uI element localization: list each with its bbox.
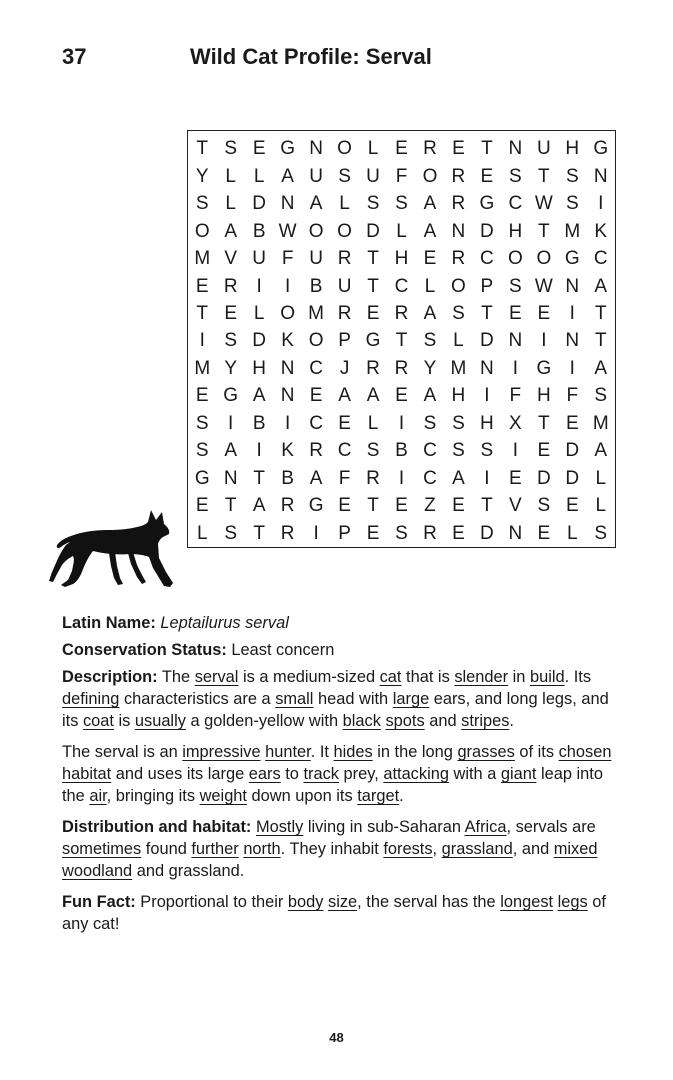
hidden-word: coat [82, 712, 114, 730]
grid-letter: T [538, 220, 550, 242]
grid-letter: L [339, 193, 350, 215]
grid-letter: S [452, 303, 465, 325]
grid-letter: N [280, 357, 295, 379]
grid-letter: I [256, 440, 262, 462]
grid-letter: L [595, 467, 607, 489]
hidden-word: Mostly [255, 818, 304, 836]
grid-letter: E [309, 385, 323, 407]
grid-letter: D [480, 330, 494, 352]
grid-letter: T [538, 412, 550, 434]
grid-letter: A [224, 220, 238, 242]
grid-letter: S [452, 412, 465, 434]
grid-letter: M [194, 357, 211, 379]
grid-letter: R [366, 467, 380, 489]
grid-letter: H [451, 385, 466, 407]
grid-letter: N [565, 275, 580, 297]
grid-letter: A [423, 385, 437, 407]
grid-letter: E [537, 522, 551, 544]
grid-letter: N [565, 330, 580, 352]
grid-letter: K [281, 440, 294, 462]
hidden-word: attacking [383, 765, 449, 783]
hidden-word: further [191, 840, 239, 858]
grid-letter: S [366, 193, 380, 215]
hidden-word: sometimes [62, 840, 142, 858]
fun-fact-paragraph: Fun Fact: Proportional to their body size, the serval has the longest legs of any cat! [62, 893, 606, 933]
hidden-word: ears [248, 765, 281, 783]
grid-letter: C [508, 193, 523, 215]
grid-letter: T [481, 495, 493, 517]
grid-letter: C [337, 440, 352, 462]
grid-letter: D [366, 220, 380, 242]
grid-letter: G [223, 385, 239, 407]
grid-letter: D [565, 467, 580, 489]
grid-letter: E [395, 385, 408, 407]
grid-letter: S [366, 440, 380, 462]
grid-letter: E [252, 138, 266, 160]
grid-letter: A [281, 165, 294, 187]
grid-letter: T [481, 138, 493, 160]
grid-letter: N [508, 138, 523, 160]
grid-letter: S [395, 522, 408, 544]
grid-letter: P [338, 522, 351, 544]
grid-letter: I [256, 275, 262, 297]
grid-letter: H [480, 412, 494, 434]
grid-letter: S [594, 385, 608, 407]
grid-letter: I [569, 303, 575, 325]
grid-letter: S [195, 440, 209, 462]
grid-letter: I [284, 275, 291, 297]
grid-letter: T [196, 138, 209, 160]
grid-letter: T [538, 165, 550, 187]
grid-letter: S [195, 412, 209, 434]
grid-letter: E [195, 385, 209, 407]
grid-letter: A [366, 385, 380, 407]
grid-letter: O [194, 220, 210, 242]
hidden-word: grasses [457, 743, 515, 761]
grid-letter: O [337, 220, 352, 242]
grid-letter: A [594, 440, 608, 462]
page-header [62, 44, 622, 74]
hidden-word: stripes [461, 712, 510, 730]
hidden-word: small [275, 690, 314, 708]
grid-letter: I [484, 385, 490, 407]
grid-letter: B [252, 220, 266, 242]
grid-letter: A [594, 275, 608, 297]
grid-letter: L [396, 220, 407, 242]
grid-letter: T [367, 275, 379, 297]
grid-letter: L [225, 193, 236, 215]
hidden-word: target [357, 787, 400, 805]
grid-letter: U [309, 165, 323, 187]
grid-letter: E [366, 522, 380, 544]
conservation-status-line [62, 639, 622, 661]
grid-letter: D [480, 220, 494, 242]
grid-letter: M [450, 357, 467, 379]
grid-letter: D [252, 193, 267, 215]
grid-letter: G [564, 248, 580, 270]
grid-letter: E [537, 440, 551, 462]
grid-letter: N [280, 193, 295, 215]
grid-letter: T [481, 303, 493, 325]
grid-letter: E [195, 495, 209, 517]
grid-letter: D [252, 330, 267, 352]
grid-letter: S [509, 165, 522, 187]
grid-letter: U [366, 165, 380, 187]
grid-letter: S [565, 165, 579, 187]
latin-name-line [62, 612, 622, 634]
grid-letter: E [509, 467, 522, 489]
grid-letter: T [224, 495, 237, 517]
grid-letter: U [536, 138, 551, 160]
grid-letter: H [565, 138, 580, 160]
grid-letter: A [252, 385, 266, 407]
grid-letter: S [509, 275, 522, 297]
grid-letter: N [309, 138, 323, 160]
grid-letter: N [508, 330, 523, 352]
grid-letter: E [480, 165, 494, 187]
grid-letter: J [339, 357, 350, 379]
grid-letter: F [395, 165, 408, 187]
grid-letter: O [308, 330, 324, 352]
grid-letter: L [253, 165, 265, 187]
grid-letter: R [280, 522, 295, 544]
hidden-word: spots [385, 712, 425, 730]
grid-letter: O [422, 165, 438, 187]
grid-letter: M [592, 412, 609, 434]
grid-letter: R [394, 303, 409, 325]
grid-letter: E [565, 412, 579, 434]
puzzle-number: 37 [62, 44, 87, 69]
grid-letter: E [452, 138, 465, 160]
section-label: Fun Fact: [62, 893, 136, 911]
grid-letter: B [395, 440, 408, 462]
grid-letter: E [338, 495, 351, 517]
hidden-word: build [529, 668, 565, 686]
grid-letter: U [337, 275, 352, 297]
grid-letter: O [507, 248, 523, 270]
grid-letter: S [195, 193, 209, 215]
grid-letter: K [594, 220, 608, 242]
hidden-word: hunter [265, 743, 311, 761]
hidden-word: air [89, 787, 107, 805]
grid-letter: N [223, 467, 238, 489]
grid-letter: D [480, 522, 494, 544]
hidden-word: hides [333, 743, 373, 761]
grid-letter: R [423, 522, 437, 544]
grid-letter: T [367, 495, 379, 517]
grid-letter: K [281, 330, 294, 352]
grid-letter: C [309, 412, 323, 434]
grid-letter: O [280, 303, 296, 325]
grid-letter: G [308, 495, 324, 517]
hidden-word: chosen [558, 743, 612, 761]
grid-letter: B [252, 412, 266, 434]
hidden-word: forests [383, 840, 433, 858]
grid-letter: A [423, 220, 437, 242]
grid-letter: O [451, 275, 466, 297]
grid-letter: T [395, 330, 408, 352]
grid-letter: S [594, 522, 608, 544]
profile-text [62, 612, 622, 944]
grid-letter: S [452, 440, 465, 462]
grid-letter: S [423, 330, 437, 352]
grid-letter: T [367, 248, 379, 270]
grid-letter: N [280, 385, 295, 407]
grid-letter: I [398, 412, 405, 434]
hidden-word: Africa [464, 818, 507, 836]
grid-letter: I [228, 412, 234, 434]
hidden-word: longest [500, 893, 554, 911]
grid-letter: G [194, 467, 210, 489]
grid-letter: E [423, 248, 437, 270]
section-label: Distribution and habitat: [62, 818, 252, 836]
grid-letter: E [452, 522, 465, 544]
grid-letter: N [508, 522, 523, 544]
grid-letter: I [313, 522, 319, 544]
grid-letter: E [452, 495, 465, 517]
grid-letter: I [569, 357, 575, 379]
grid-letter: B [281, 467, 294, 489]
grid-letter: O [308, 220, 324, 242]
hidden-word: slender [454, 668, 509, 686]
grid-letter: S [423, 412, 437, 434]
grid-letter: G [593, 138, 609, 160]
grid-letter: R [223, 275, 238, 297]
grid-letter: U [252, 248, 267, 270]
grid-letter: S [565, 193, 579, 215]
grid-letter: C [423, 467, 437, 489]
grid-letter: F [509, 385, 522, 407]
hidden-word: black [342, 712, 381, 730]
grid-letter: R [337, 248, 352, 270]
grid-letter: F [338, 467, 351, 489]
grid-letter: L [567, 522, 578, 544]
grid-letter: I [484, 467, 490, 489]
grid-letter: E [395, 495, 408, 517]
grid-letter: I [199, 330, 205, 352]
grid-letter: G [365, 330, 381, 352]
grid-letter: L [424, 275, 436, 297]
grid-letter: I [598, 193, 604, 215]
grid-letter: M [194, 248, 211, 270]
page-number: 48 [329, 1030, 344, 1045]
grid-letter: H [508, 220, 523, 242]
grid-letter: W [278, 220, 297, 242]
grid-letter: Y [224, 357, 238, 379]
grid-letter: L [225, 165, 236, 187]
grid-letter: G [280, 138, 296, 160]
grid-letter: I [398, 467, 405, 489]
grid-letter: E [338, 412, 351, 434]
grid-letter: P [480, 275, 494, 297]
grid-letter: M [308, 303, 324, 325]
grid-letter: R [280, 495, 295, 517]
hidden-word: body [287, 893, 324, 911]
section-label: Description: [62, 668, 158, 686]
grid-letter: L [196, 522, 208, 544]
grid-letter: I [512, 357, 518, 379]
grid-letter: A [423, 193, 437, 215]
grid-letter: Z [424, 495, 436, 517]
hidden-word: legs [557, 893, 588, 911]
grid-letter: A [252, 495, 266, 517]
serval-silhouette-icon [45, 508, 180, 588]
grid-letter: A [338, 385, 351, 407]
grid-letter: T [594, 330, 607, 352]
grid-letter: G [479, 193, 495, 215]
page-title: Wild Cat Profile: Serval [190, 44, 432, 69]
hidden-word: grassland [441, 840, 513, 858]
grid-letter: G [536, 357, 552, 379]
grid-letter: A [423, 303, 437, 325]
grid-letter: E [366, 303, 380, 325]
grid-letter: F [566, 385, 579, 407]
grid-letter: I [284, 412, 291, 434]
word-search-grid [187, 130, 616, 548]
hidden-word: large [392, 690, 430, 708]
grid-letter: T [196, 303, 209, 325]
grid-letter: R [451, 248, 466, 270]
grid-letter: D [536, 467, 551, 489]
grid-letter: N [480, 357, 494, 379]
hidden-word: impressive [182, 743, 261, 761]
latin-name-value: Leptailurus serval [160, 614, 289, 632]
grid-letter: Y [195, 165, 209, 187]
grid-letter: E [565, 495, 579, 517]
latin-name-label: Latin Name: [62, 614, 156, 632]
grid-letter: W [534, 193, 553, 215]
grid-letter: B [309, 275, 323, 297]
grid-letter: R [366, 357, 380, 379]
grid-letter: L [595, 495, 607, 517]
grid-letter: A [594, 357, 608, 379]
grid-letter: C [394, 275, 409, 297]
grid-letter: N [451, 220, 466, 242]
grid-letter: R [423, 138, 437, 160]
grid-letter: E [537, 303, 551, 325]
grid-letter: S [395, 193, 408, 215]
hidden-word: serval [194, 668, 239, 686]
hidden-word: habitat [62, 765, 112, 783]
grid-letter: S [537, 495, 551, 517]
grid-letter: E [195, 275, 209, 297]
grid-letter: W [534, 275, 553, 297]
hidden-word: mixed [553, 840, 598, 858]
grid-letter: O [337, 138, 352, 160]
grid-letter: P [338, 330, 351, 352]
hidden-word: track [303, 765, 339, 783]
grid-letter: H [394, 248, 409, 270]
grid-letter: C [480, 248, 494, 270]
hidden-word: defining [62, 690, 120, 708]
grid-letter: R [451, 193, 466, 215]
grid-letter: S [224, 138, 238, 160]
hidden-word: size [328, 893, 358, 911]
grid-letter: L [367, 138, 379, 160]
hidden-word: weight [199, 787, 247, 805]
hidden-word: cat [379, 668, 402, 686]
grid-letter: T [253, 522, 265, 544]
grid-letter: E [395, 138, 408, 160]
grid-letter: U [309, 248, 323, 270]
grid-letter: X [509, 412, 522, 434]
grid-letter: I [512, 440, 518, 462]
grid-letter: L [453, 330, 464, 352]
grid-letter: C [593, 248, 608, 270]
grid-letter: A [309, 467, 323, 489]
grid-letter: L [253, 303, 265, 325]
grid-letter: N [593, 165, 608, 187]
grid-letter: I [541, 330, 547, 352]
grid-letter: V [509, 495, 522, 517]
grid-letter: H [536, 385, 551, 407]
grid-letter: E [509, 303, 522, 325]
grid-letter: A [309, 193, 323, 215]
grid-letter: R [451, 165, 466, 187]
grid-letter: H [252, 357, 267, 379]
distribution-paragraph: Distribution and habitat: Mostly living in sub-Saharan Africa, servals are sometimes found further north. They inhabit forests, grassland, and mixed woodland and grassland. [62, 818, 598, 880]
grid-letter: A [452, 467, 465, 489]
grid-letter: S [480, 440, 494, 462]
grid-letter: C [309, 357, 323, 379]
grid-letter: R [394, 357, 409, 379]
conservation-status-label: Conservation Status: [62, 641, 227, 659]
conservation-status-value: Least concern [231, 641, 335, 659]
hidden-word: north [243, 840, 281, 858]
grid-letter: L [367, 412, 379, 434]
grid-letter: S [224, 522, 238, 544]
grid-letter: T [594, 303, 607, 325]
description-paragraph: Description: The serval is a medium-sized cat that is slender in build. Its defining characteristics are a small head with large ears, and long legs, and its coat is usually a golden-yellow with black spots and stripes. [62, 668, 609, 730]
hidden-word: usually [134, 712, 186, 730]
grid-letter: A [224, 440, 238, 462]
grid-letter: Y [423, 357, 437, 379]
grid-letter: S [338, 165, 351, 187]
grid-letter: R [337, 303, 352, 325]
grid-letter: V [224, 248, 238, 270]
grid-letter: E [224, 303, 238, 325]
grid-letter: C [423, 440, 437, 462]
hidden-word: woodland [62, 862, 133, 880]
grid-letter: S [224, 330, 238, 352]
grid-letter: R [309, 440, 323, 462]
grid-letter: M [564, 220, 581, 242]
grid-letter: D [565, 440, 580, 462]
hidden-word: giant [500, 765, 537, 783]
hunter-paragraph: The serval is an impressive hunter. It hides in the long grasses of its chosen habitat and uses its large ears to track prey, attacking with a giant leap into the air, bringing its weight down upon its target. [62, 743, 612, 805]
grid-letter: O [536, 248, 552, 270]
grid-letter: T [253, 467, 265, 489]
grid-letter: F [281, 248, 294, 270]
